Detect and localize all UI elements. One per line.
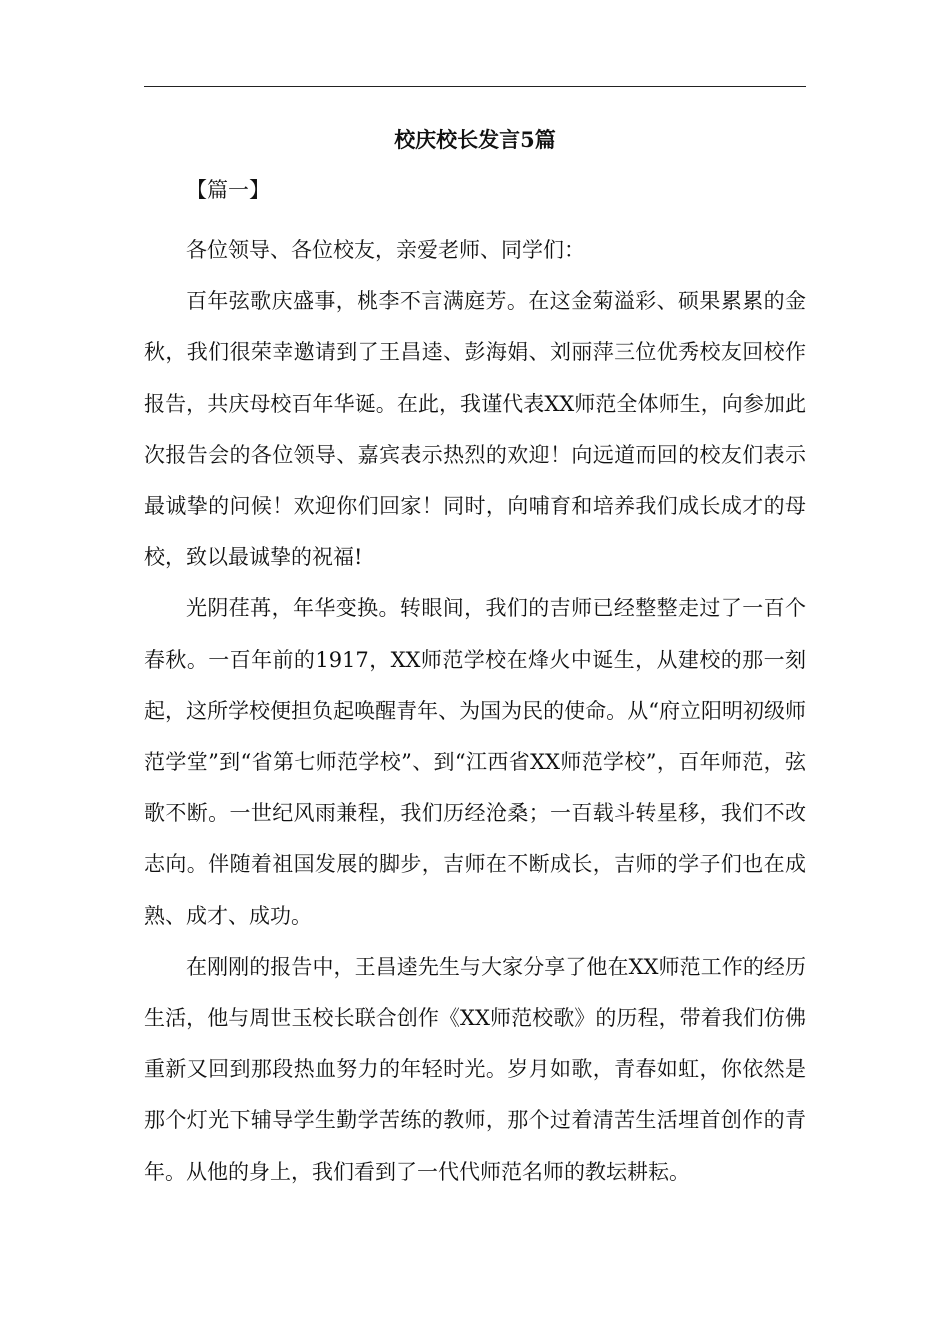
paragraph-welcome: 百年弦歌庆盛事，桃李不言满庭芳。在这金菊溢彩、硕果累累的金秋，我们很荣幸邀请到了王昌逵、彭海娟、刘丽萍三位优秀校友回校作报告，共庆母校百年华诞。在此，我谨代表XX师范全体师生，向参加此次报告会的各位领导、嘉宾表示热烈的欢迎！向远道而回的校友们表示最诚挚的问候！欢迎你们回家！同时，向哺育和培养我们成长成才的母校，致以最诚挚的祝福!	[144, 289, 806, 570]
section-label: 【篇一】	[186, 178, 270, 202]
header-rule	[144, 86, 806, 87]
document-body	[144, 225, 806, 1198]
document-title: 校庆校长发言5篇	[394, 127, 556, 152]
paragraph-history: 光阴荏苒，年华变换。转眼间，我们的吉师已经整整走过了一百个春秋。一百年前的1917，XX师范学校在烽火中诞生，从建校的那一刻起，这所学校便担负起唤醒青年、为国为民的使命。从“府立阳明初级师范学堂”到“省第七师范学校”、到“江西省XX师范学校”，百年师范，弦歌不断。一世纪风雨兼程，我们历经沧桑；一百载斗转星移，我们不改志向。伴随着祖国发展的脚步，吉师在不断成长，吉师的学子们也在成熟、成才、成功。	[144, 596, 806, 928]
paragraph-salutation: 各位领导、各位校友，亲爱老师、同学们：	[186, 238, 585, 262]
paragraph-report: 在刚刚的报告中，王昌逵先生与大家分享了他在XX师范工作的经历生活，他与周世玉校长联合创作《XX师范校歌》的历程，带着我们仿佛重新又回到那段热血努力的年轻时光。岁月如歌，青春如虹，你依然是那个灯光下辅导学生勤学苦练的教师，那个过着清苦生活埋首创作的青年。从他的身上，我们看到了一代代师范名师的教坛耕耘。	[144, 954, 806, 1184]
